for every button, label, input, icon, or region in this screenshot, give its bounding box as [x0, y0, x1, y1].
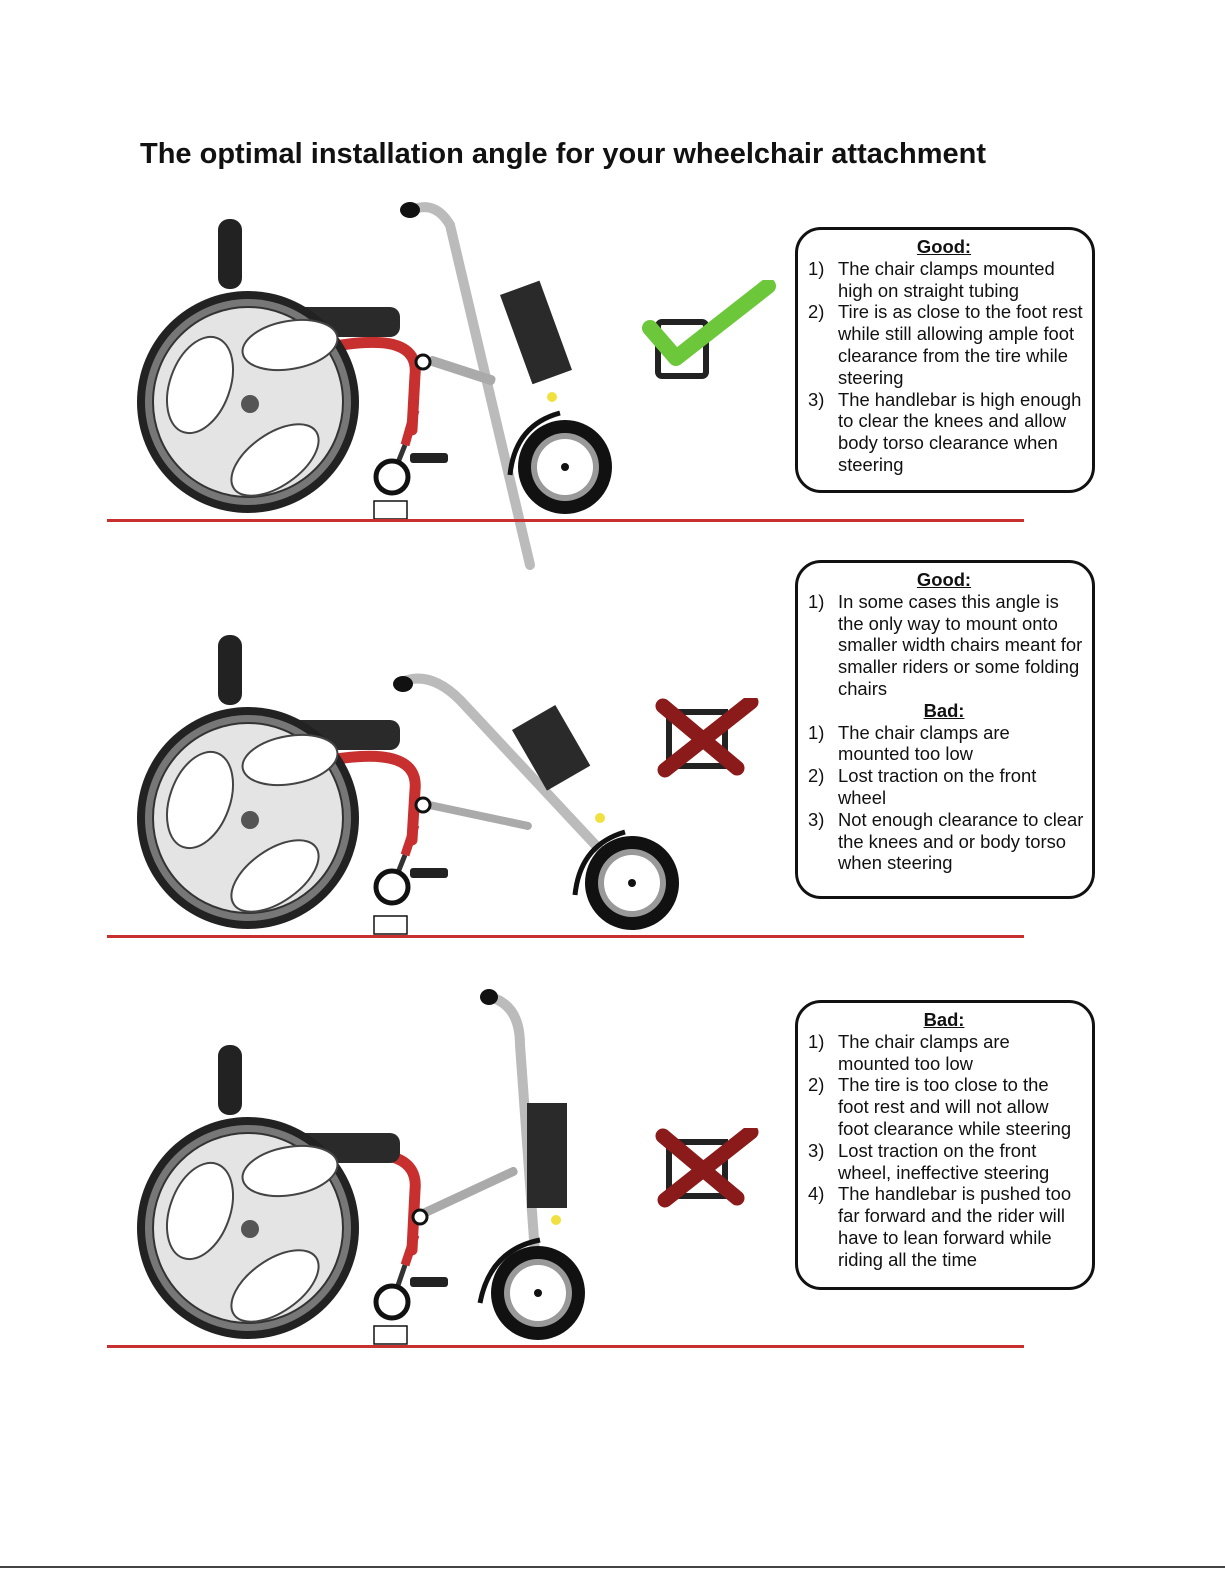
cross-icon — [655, 1128, 765, 1208]
list-item — [804, 389, 1084, 476]
item-number: 2) — [808, 765, 825, 787]
list-item — [804, 722, 1084, 766]
list-item — [804, 1140, 1084, 1184]
page-bottom-divider — [0, 1566, 1225, 1568]
item-list — [804, 591, 1084, 700]
panel-2 — [0, 560, 1225, 980]
check-icon — [640, 280, 780, 390]
item-number: 4) — [808, 1183, 825, 1205]
item-number: 1) — [808, 257, 825, 279]
box-heading: Good: — [916, 569, 972, 590]
item-number: 1) — [808, 721, 825, 743]
list-item — [804, 1183, 1084, 1270]
list-item — [804, 1074, 1084, 1139]
item-number: 3) — [808, 1139, 825, 1161]
cross-icon — [655, 698, 765, 778]
list-item — [804, 591, 1084, 700]
item-list — [804, 722, 1084, 875]
item-text: In some cases this angle is the only way to mount onto smaller width chairs meant for smaller riders or some folding chairs — [838, 590, 1083, 699]
item-number: 2) — [808, 301, 825, 323]
item-text: The chair clamps mounted high on straight tubing — [838, 257, 1055, 301]
ground-line — [107, 935, 1024, 938]
info-box — [795, 227, 1095, 493]
item-text: Not enough clearance to clear the knees and or body torso when steering — [838, 808, 1084, 874]
item-text: The chair clamps are mounted too low — [838, 721, 1010, 765]
list-item — [804, 301, 1084, 388]
box-heading: Bad: — [923, 1009, 965, 1030]
box-heading: Good: — [916, 236, 972, 257]
panel-1 — [0, 195, 1225, 615]
item-text: The handlebar is high enough to clear the knees and allow body torso clearance when steering — [838, 388, 1082, 475]
item-list — [804, 1031, 1084, 1271]
panel-3 — [0, 985, 1225, 1405]
info-box — [795, 1000, 1095, 1290]
page-title: The optimal installation angle for your wheelchair attachment — [140, 138, 986, 170]
item-number: 2) — [808, 1074, 825, 1096]
list-item — [804, 1031, 1084, 1075]
item-text: Lost traction on the front wheel, ineffective steering — [838, 1139, 1050, 1183]
ground-line — [107, 519, 1024, 522]
item-text: Lost traction on the front wheel — [838, 765, 1037, 808]
item-text: The chair clamps are mounted too low — [838, 1030, 1010, 1074]
item-list — [804, 258, 1084, 476]
item-text: The handlebar is pushed too far forward and the rider will have to lean forward while riding all the time — [838, 1183, 1072, 1270]
info-box — [795, 560, 1095, 899]
box-heading: Bad: — [923, 699, 965, 721]
item-number: 3) — [808, 388, 825, 410]
item-text: Tire is as close to the foot rest while still allowing ample foot clearance from the tire while steering — [838, 301, 1083, 388]
item-number: 1) — [808, 1030, 825, 1052]
ground-line — [107, 1345, 1024, 1348]
item-number: 3) — [808, 808, 825, 830]
item-text: The tire is too close to the foot rest and will not allow foot clearance while steering — [838, 1074, 1072, 1139]
list-item — [804, 809, 1084, 874]
list-item — [804, 258, 1084, 302]
item-number: 1) — [808, 590, 825, 612]
list-item — [804, 765, 1084, 809]
